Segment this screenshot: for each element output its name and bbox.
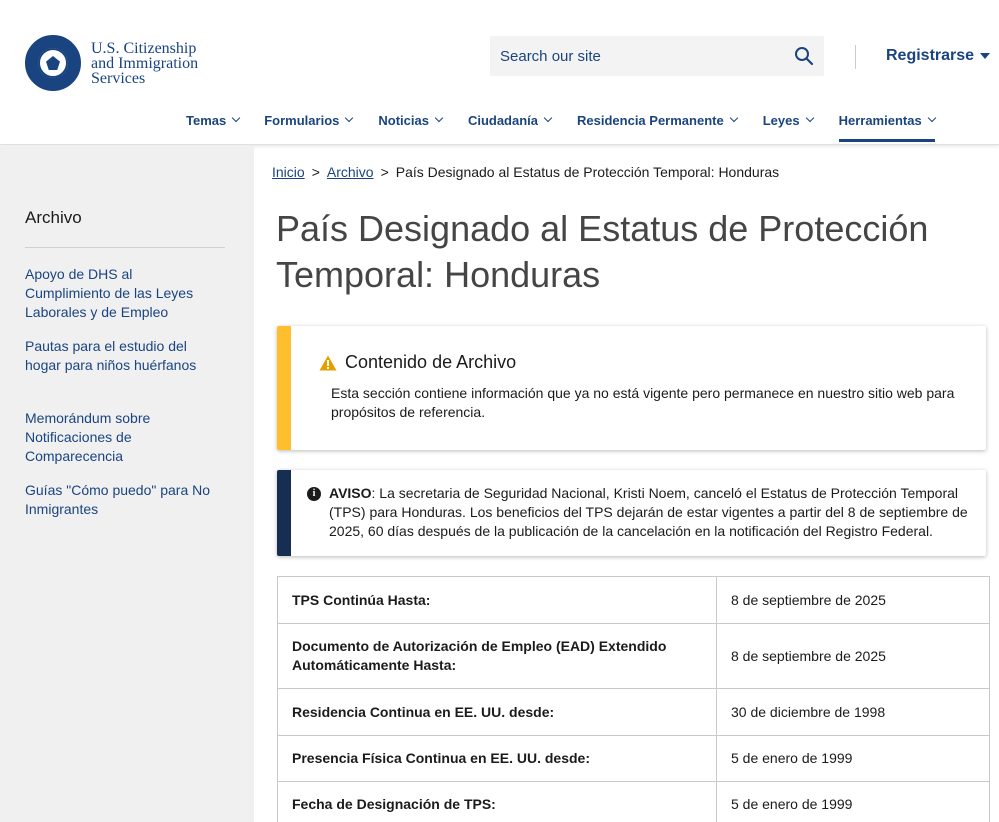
- sidebar-link-guias-como-puedo[interactable]: Guías "Cómo puedo" para No Inmigrantes: [25, 482, 211, 517]
- notice-text: [329, 484, 979, 541]
- breadcrumb-current: País Designado al Estatus de Protección Temporal: Honduras: [395, 164, 780, 180]
- breadcrumb-separator: >: [311, 164, 320, 180]
- table-row: [278, 624, 990, 689]
- chevron-down-icon: [927, 114, 935, 122]
- main-nav: [186, 110, 935, 130]
- search-icon[interactable]: [794, 46, 814, 66]
- table-row: [278, 736, 990, 782]
- table-row-value: 8 de septiembre de 2025: [717, 577, 990, 624]
- logo-wordmark: [91, 41, 198, 86]
- nav-label: Formularios: [264, 112, 340, 128]
- register-label: Registrarse: [886, 47, 975, 64]
- search-input[interactable]: [490, 48, 780, 65]
- table-row-value: 30 de diciembre de 1998: [717, 689, 990, 736]
- site-header: [0, 0, 999, 145]
- tps-dates-table: [277, 576, 990, 822]
- nav-label: Noticias: [378, 112, 429, 128]
- nav-noticias[interactable]: [378, 110, 442, 130]
- breadcrumb-home-link[interactable]: Inicio: [272, 164, 305, 180]
- nav-label: Herramientas: [838, 112, 922, 128]
- chevron-down-icon: [435, 114, 443, 122]
- sidebar-divider: [25, 247, 225, 248]
- nav-label: Residencia Permanente: [577, 112, 724, 128]
- breadcrumb: [272, 164, 779, 180]
- breadcrumb-archive-link[interactable]: Archivo: [326, 164, 374, 180]
- dhs-seal-icon: [25, 35, 81, 91]
- sidebar-title: Archivo: [25, 208, 82, 227]
- nav-residencia-permanente[interactable]: [577, 110, 737, 130]
- chevron-down-icon: [729, 114, 737, 122]
- notice-body: : La secretaria de Seguridad Nacional, Kristi Noem, canceló el Estatus de Protección Temporal (TPS) para Honduras. Los beneficios del TPS dejarán de estar vigentes a partir del 8 de septiembre de 2025, 60 días después de la publicación de la cancelación en la notificación del Registro Federal.: [329, 485, 968, 539]
- search-box: [490, 36, 824, 76]
- archive-alert-title: Contenido de Archivo: [345, 352, 517, 372]
- sidebar: [0, 146, 254, 822]
- header-divider: [855, 45, 856, 69]
- chevron-down-icon: [345, 114, 353, 122]
- table-row-label: TPS Continúa Hasta:: [278, 577, 717, 624]
- logo-line-2: and Immigration: [91, 54, 199, 72]
- archive-alert-body: Esta sección contiene información que ya no está vigente pero permanece en nuestro sitio web para propósitos de referencia.: [331, 385, 955, 420]
- register-dropdown[interactable]: [886, 47, 990, 65]
- nav-leyes[interactable]: [763, 110, 813, 130]
- table-row-label: Documento de Autorización de Empleo (EAD) Extendido Automáticamente Hasta:: [278, 624, 717, 689]
- logo-line-1: U.S. Citizenship: [91, 39, 197, 57]
- warning-icon: [319, 355, 337, 371]
- archive-alert: [277, 326, 986, 450]
- uscis-logo[interactable]: [25, 35, 198, 91]
- nav-label: Leyes: [762, 112, 800, 128]
- table-row-label: Fecha de Designación de TPS:: [278, 782, 717, 822]
- table-row: [278, 782, 990, 822]
- nav-formularios[interactable]: [264, 110, 352, 130]
- breadcrumb-separator: >: [380, 164, 389, 180]
- caret-down-icon: [980, 53, 990, 59]
- table-row-label: Presencia Física Continua en EE. UU. desde:: [278, 736, 717, 782]
- nav-ciudadania[interactable]: [468, 110, 551, 130]
- chevron-down-icon: [805, 114, 813, 122]
- sidebar-link-pautas-estudio-hogar[interactable]: Pautas para el estudio del hogar para niños huérfanos: [25, 338, 197, 373]
- nav-herramientas[interactable]: [839, 110, 935, 130]
- chevron-down-icon: [544, 114, 552, 122]
- table-row-value: 5 de enero de 1999: [717, 782, 990, 822]
- nav-label: Ciudadanía: [467, 112, 539, 128]
- table-row-value: 5 de enero de 1999: [717, 736, 990, 782]
- sidebar-link-apoyo-dhs[interactable]: Apoyo de DHS al Cumplimiento de las Leyes Laborales y de Empleo: [25, 266, 194, 320]
- logo-line-3: Services: [91, 69, 146, 87]
- table-row-value: 8 de septiembre de 2025: [717, 624, 990, 689]
- chevron-down-icon: [232, 114, 240, 122]
- table-row-label: Residencia Continua en EE. UU. desde:: [278, 689, 717, 736]
- sidebar-link-memorandum-notificaciones[interactable]: Memorándum sobre Notificaciones de Comparecencia: [25, 410, 151, 464]
- table-row: [278, 577, 990, 624]
- nav-temas[interactable]: [186, 110, 239, 130]
- page-title: País Designado al Estatus de Protección Temporal: Honduras: [276, 208, 929, 295]
- info-icon: i: [307, 487, 321, 501]
- notice-label: AVISO: [329, 485, 372, 501]
- archive-alert-header: [319, 352, 516, 373]
- table-row: [278, 689, 990, 736]
- notice-alert: [277, 470, 986, 556]
- nav-label: Temas: [186, 112, 227, 128]
